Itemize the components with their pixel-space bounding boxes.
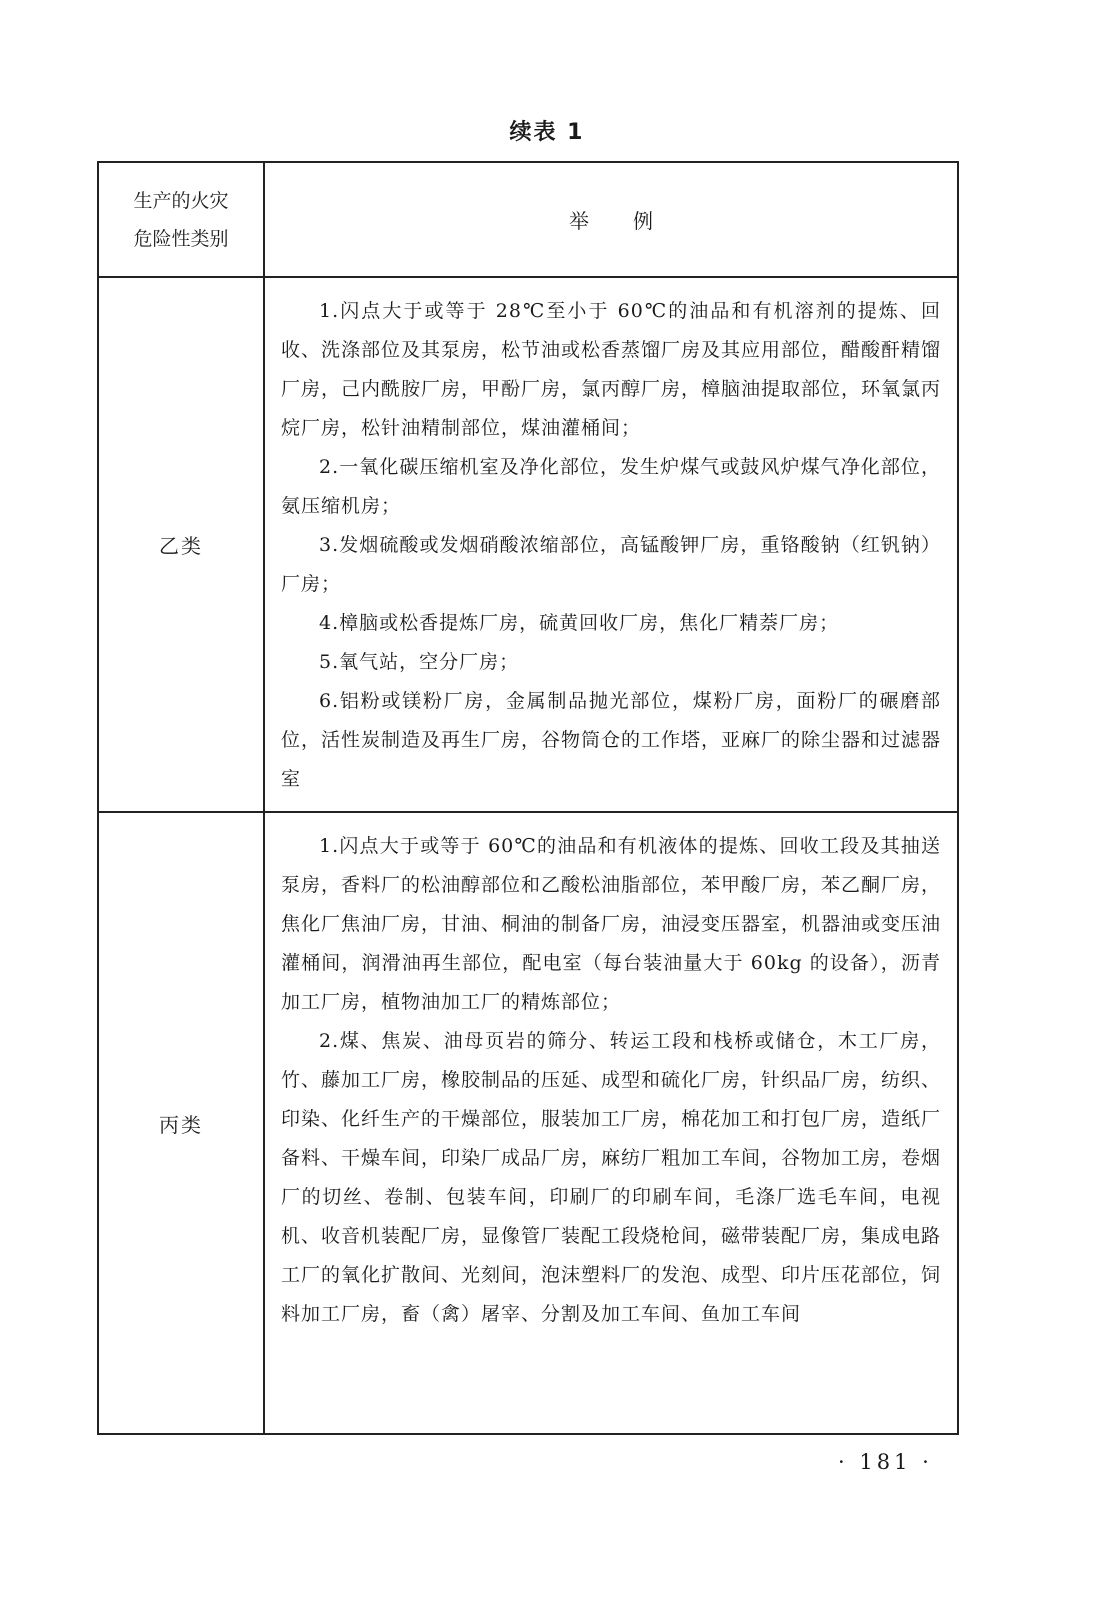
header-category-line1: 生产的火灾 bbox=[133, 189, 229, 212]
fire-hazard-table bbox=[97, 161, 959, 1435]
example-item: 1.闪点大于或等于 60℃的油品和有机液体的提炼、回收工段及其抽送泵房，香料厂的松油醇部位和乙酸松油脂部位，苯甲酸厂房，苯乙酮厂房，焦化厂焦油厂房，甘油、桐油的制备厂房，油浸变压器室，机器油或变压油灌桶间，润滑油再生部位，配电室（每台装油量大于 60kg 的设备），沥青加工厂房，植物油加工厂的精炼部位； bbox=[281, 835, 942, 1013]
example-item: 3.发烟硫酸或发烟硝酸浓缩部位，高锰酸钾厂房，重铬酸钠（红钒钠）厂房； bbox=[281, 534, 941, 595]
example-item: 2.一氧化碳压缩机室及净化部位，发生炉煤气或鼓风炉煤气净化部位，氨压缩机房； bbox=[281, 456, 941, 517]
category-cell: 丙类 bbox=[98, 812, 264, 1434]
example-item: 2.煤、焦炭、油母页岩的筛分、转运工段和栈桥或储仓，木工厂房，竹、藤加工厂房，橡胶制品的压延、成型和硫化厂房，针织品厂房，纺织、印染、化纤生产的干燥部位，服装加工厂房，棉花加工和打包厂房，造纸厂备料、干燥车间，印染厂成品厂房，麻纺厂粗加工车间，谷物加工房，卷烟厂的切丝、卷制、包装车间，印刷厂的印刷车间，毛涤厂选毛车间，电视机、收音机装配厂房，显像管厂装配工段烧枪间，磁带装配厂房，集成电路工厂的氧化扩散间、光刻间，泡沫塑料厂的发泡、成型、印片压花部位，饲料加工厂房，畜（禽）屠宰、分割及加工车间、鱼加工车间 bbox=[281, 1030, 942, 1325]
example-item: 5.氧气站，空分厂房； bbox=[319, 651, 520, 673]
header-category bbox=[98, 162, 264, 277]
table-row bbox=[98, 277, 958, 812]
examples-cell bbox=[264, 277, 958, 812]
page-number: · 181 · bbox=[838, 1450, 933, 1474]
page-title: 续表 1 bbox=[509, 120, 585, 145]
example-item: 4.樟脑或松香提炼厂房，硫黄回收厂房，焦化厂精萘厂房； bbox=[319, 612, 840, 634]
table-row bbox=[98, 812, 958, 1434]
examples-cell bbox=[264, 812, 958, 1434]
table-header-row bbox=[98, 162, 958, 277]
example-item: 6.铝粉或镁粉厂房，金属制品抛光部位，煤粉厂房，面粉厂的碾磨部位，活性炭制造及再生厂房，谷物筒仓的工作塔，亚麻厂的除尘器和过滤器室 bbox=[281, 690, 942, 790]
example-item: 1.闪点大于或等于 28℃至小于 60℃的油品和有机溶剂的提炼、回收、洗涤部位及其泵房，松节油或松香蒸馏厂房及其应用部位，醋酸酐精馏厂房，己内酰胺厂房，甲酚厂房，氯丙醇厂房，樟脑油提取部位，环氧氯丙烷厂房，松针油精制部位，煤油灌桶间； bbox=[281, 300, 942, 439]
header-examples: 举例 bbox=[264, 162, 958, 277]
category-cell: 乙类 bbox=[98, 277, 264, 812]
header-category-line2: 危险性类别 bbox=[133, 227, 229, 250]
